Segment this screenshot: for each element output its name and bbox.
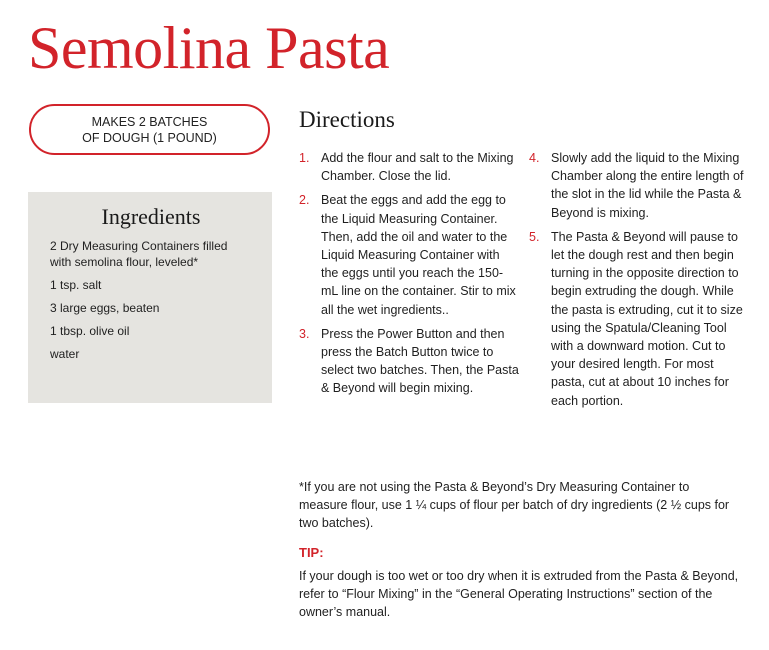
- yield-line-2: OF DOUGH (1 POUND): [82, 130, 217, 145]
- flour-footnote: *If you are not using the Pasta & Beyond’s Dry Measuring Container to measure flour, use 1 ¼ cups of flour per batch of dry ingredients (2 ½ cups for two batches).: [299, 480, 730, 531]
- ingredient-item: 1 tsp. salt: [50, 278, 102, 292]
- ingredient-item: water: [50, 347, 80, 361]
- step-number: 4.: [529, 151, 540, 165]
- step-text: The Pasta & Beyond will pause to let the dough rest and then begin turning in the opposite direction to begin extruding the dough. While the pasta is extruding, cut it to size using the Spatula/Cleaning Tool with a downward motion. Cut to your desired length. For most pasta, cut at about 10 inches for each portion.: [551, 229, 743, 408]
- step-text: Beat the eggs and add the egg to the Liquid Measuring Container. Then, add the oil and water to the Liquid Measuring Container with the eggs until you reach the 150-mL line on the container. Stir to mix all the wet ingredients..: [321, 193, 516, 317]
- yield-badge: [29, 104, 270, 155]
- tip-text: If your dough is too wet or too dry when it is extruded from the Pasta & Beyond, refer to “Flour Mixing” in the “General Operating Instructions” section of the owner’s manual.: [299, 569, 739, 620]
- tip-label: TIP:: [299, 545, 324, 560]
- step-number: 3.: [299, 326, 310, 341]
- ingredients-heading: Ingredients: [101, 204, 201, 229]
- directions-heading: Directions: [299, 107, 395, 132]
- step-number: 5.: [529, 229, 540, 244]
- ingredients-panel: [28, 192, 272, 403]
- step-text: Slowly add the liquid to the Mixing Chamber along the entire length of the slot in the lid while the Pasta & Beyond is mixing.: [551, 151, 744, 220]
- direction-step: [299, 191, 519, 318]
- ingredient-item: 1 tbsp. olive oil: [50, 324, 130, 338]
- step-text: Press the Power Button and then press the Batch Button twice to select two batches. Then, the Pasta & Beyond will begin mixing.: [321, 326, 519, 396]
- direction-step: [529, 149, 751, 222]
- step-number: 1.: [299, 151, 310, 165]
- page-title: Semolina Pasta: [28, 15, 390, 81]
- direction-step: [299, 325, 519, 398]
- directions-column-left: [299, 149, 519, 404]
- yield-line-1: MAKES 2 BATCHES: [91, 114, 208, 129]
- step-number: 2.: [299, 193, 310, 208]
- direction-step: [529, 228, 751, 410]
- step-text: Add the flour and salt to the Mixing Chamber. Close the lid.: [321, 151, 514, 184]
- ingredient-item: 2 Dry Measuring Containers filled with semolina flour, leveled*: [50, 239, 228, 269]
- direction-step: [299, 149, 519, 185]
- directions-column-right: [529, 149, 751, 416]
- ingredient-item: 3 large eggs, beaten: [50, 301, 160, 315]
